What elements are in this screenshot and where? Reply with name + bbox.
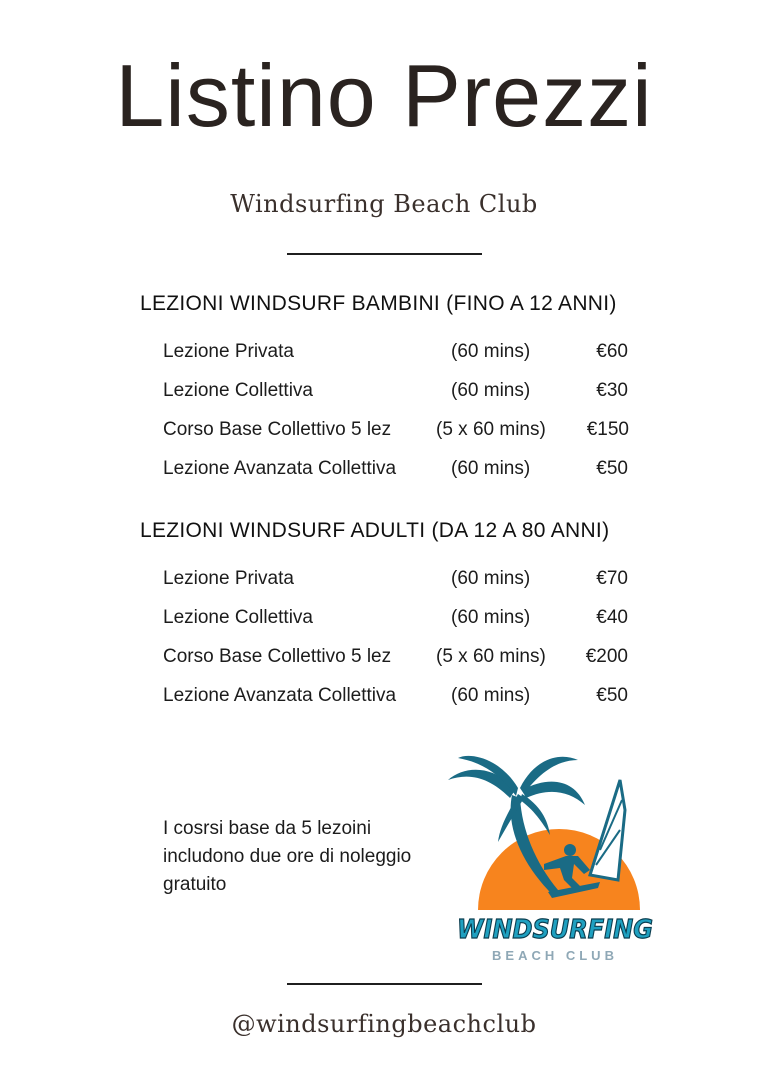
bottom-divider [287,983,482,985]
windsurfing-logo [440,750,670,970]
note-text: I cosrsi base da 5 lezoini includono due ore di noleggio gratuito [163,818,412,895]
item-price: €30 [596,380,628,401]
item-duration: (60 mins) [451,458,531,479]
item-price: €150 [586,419,629,440]
item-duration: (60 mins) [451,607,531,628]
price-row [163,607,633,633]
price-row [163,685,633,711]
section-title-adults: LEZIONI WINDSURF ADULTI (DA 12 A 80 ANNI) [140,519,610,542]
price-row [163,380,633,406]
logo-wordmark: WINDSURFING [457,915,653,945]
item-price: €50 [596,685,628,706]
item-name: Lezione Privata [163,568,294,589]
item-name: Lezione Avanzata Collettiva [163,458,397,479]
item-price: €50 [596,458,628,479]
item-price: €200 [585,646,628,667]
surfer-head [564,844,576,856]
price-row [163,341,633,367]
item-name: Corso Base Collettivo 5 lez [163,419,392,440]
item-duration: (60 mins) [451,568,531,589]
item-duration: (5 x 60 mins) [436,419,546,440]
price-row [163,568,633,594]
item-price: €70 [596,568,628,589]
item-name: Lezione Privata [163,341,294,362]
price-row [163,646,633,672]
item-name: Lezione Avanzata Collettiva [163,685,397,706]
item-name: Lezione Collettiva [163,380,313,401]
top-divider [287,253,482,255]
item-price: €40 [596,607,628,628]
item-duration: (5 x 60 mins) [436,646,546,667]
page-title: Listino Prezzi [115,46,653,145]
item-name: Corso Base Collettivo 5 lez [163,646,392,667]
item-price: €60 [596,341,628,362]
item-duration: (60 mins) [451,685,531,706]
page-subtitle: Windsurfing Beach Club [230,190,538,218]
price-row [163,419,633,445]
item-name: Lezione Collettiva [163,607,313,628]
item-duration: (60 mins) [451,380,531,401]
price-row [163,458,633,484]
social-handle: @windsurfingbeachclub [231,1010,537,1038]
logo-tagline: BEACH CLUB [492,948,618,963]
section-title-children: LEZIONI WINDSURF BAMBINI (FINO A 12 ANNI) [140,292,617,315]
item-duration: (60 mins) [451,341,531,362]
